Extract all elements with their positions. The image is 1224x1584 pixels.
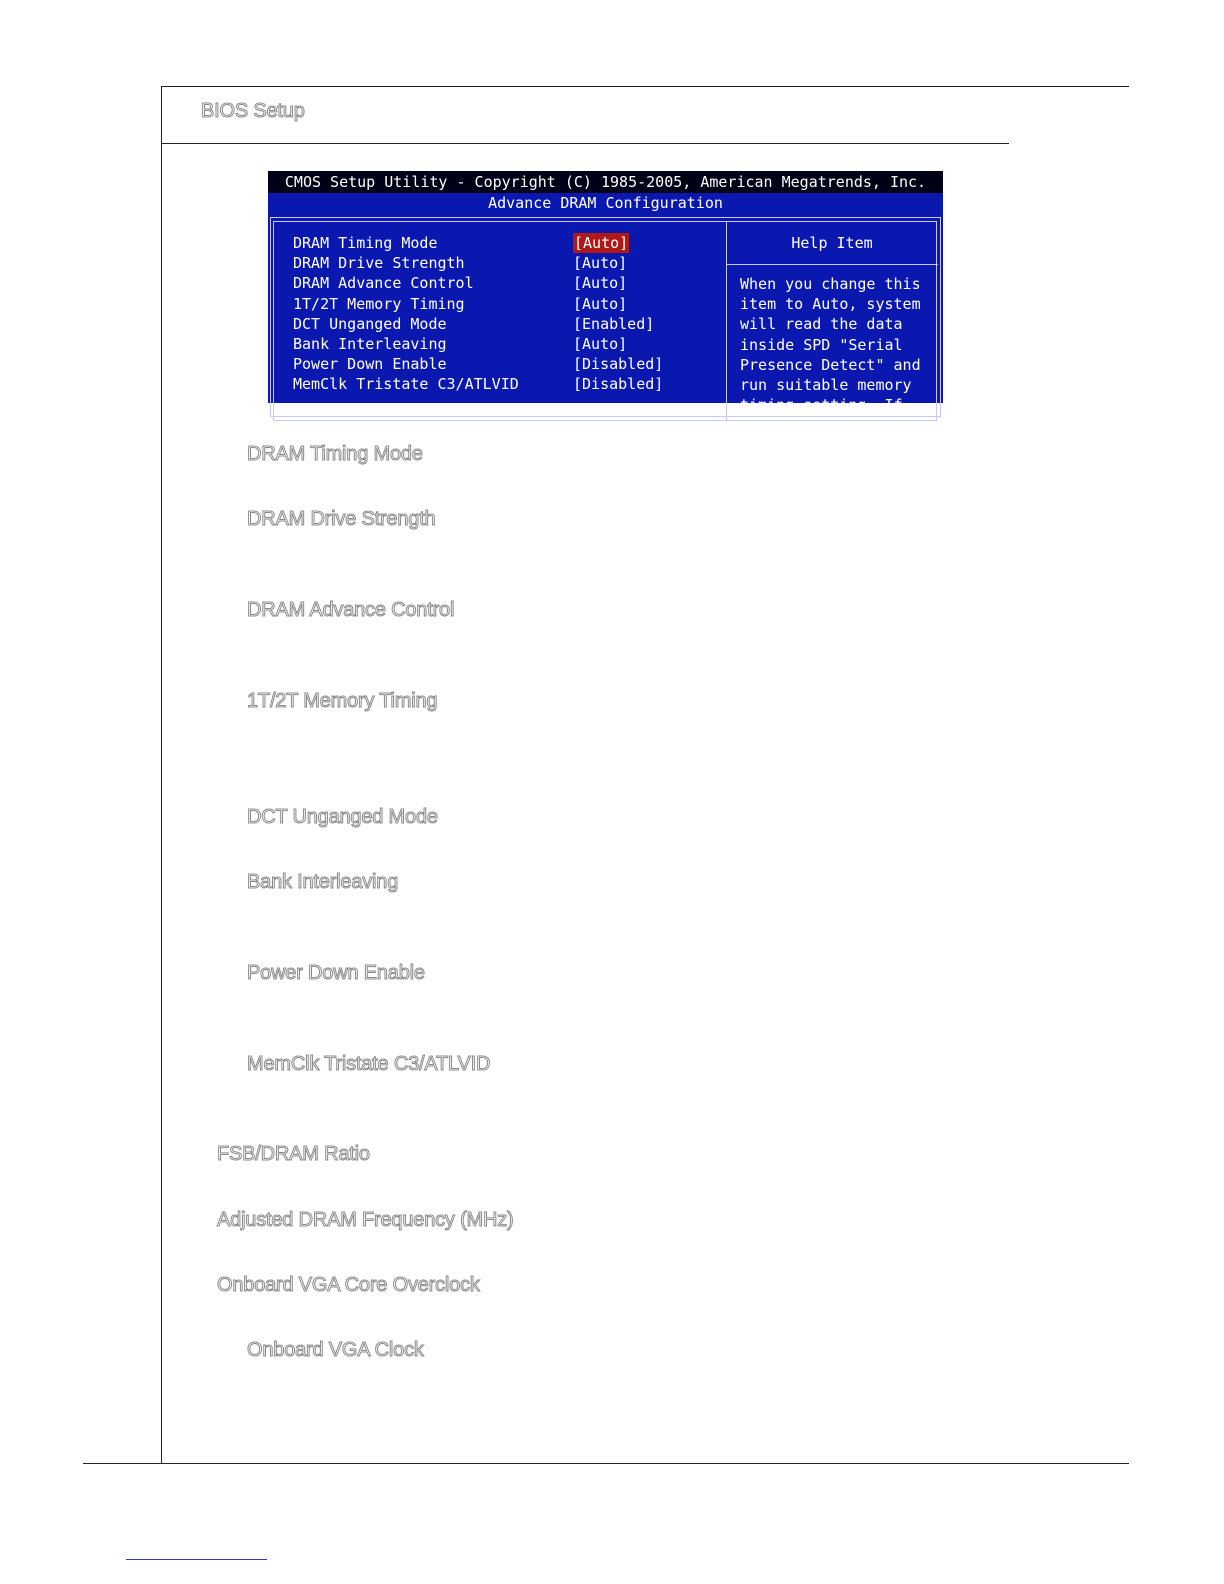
bios-help-line: When you change this	[740, 275, 921, 293]
bios-setting-label: DRAM Drive Strength	[293, 254, 465, 273]
page-frame-top-rule	[161, 86, 1129, 87]
bios-setting-value[interactable]: [Disabled]	[573, 355, 664, 374]
bios-setting-label: Bank Interleaving	[293, 334, 447, 353]
footer-link-underline	[126, 1559, 267, 1560]
heading-dram-timing-mode: DRAM Timing Mode	[247, 443, 423, 465]
header-rule	[161, 143, 1009, 144]
bios-setting-value[interactable]: [Disabled]	[573, 375, 664, 394]
heading-dram-advance-control: DRAM Advance Control	[247, 599, 455, 621]
bios-title-bar: CMOS Setup Utility - Copyright (C) 1985-2005, American Megatrends, Inc.	[268, 171, 943, 193]
bios-setting-value[interactable]: [Auto]	[573, 254, 628, 273]
heading-adjusted-dram-frequency: Adjusted DRAM Frequency (MHz)	[217, 1209, 514, 1231]
bios-setting-label: MemClk Tristate C3/ATLVID	[293, 375, 519, 394]
bios-help-line: timing setting. If	[740, 396, 903, 415]
heading-power-down-enable: Power Down Enable	[247, 962, 425, 984]
bios-setting-row-power-down-enable[interactable]	[293, 354, 713, 374]
bios-setting-value[interactable]: [Auto]	[573, 294, 628, 313]
bios-subtitle: Advance DRAM Configuration	[488, 194, 723, 212]
bios-setting-row-bank-interleaving[interactable]	[293, 334, 713, 354]
bios-setting-row-dram-advance-control[interactable]	[293, 273, 713, 293]
bios-setting-label: DRAM Timing Mode	[293, 234, 438, 252]
heading-onboard-vga-clock: Onboard VGA Clock	[247, 1339, 424, 1361]
bios-setting-row-dram-timing-mode[interactable]	[293, 233, 713, 253]
bios-help-line: run suitable memory	[740, 375, 912, 394]
bios-help-line: item to Auto, system	[740, 295, 921, 314]
heading-fsb-dram-ratio: FSB/DRAM Ratio	[217, 1143, 370, 1165]
bios-help-title: Help Item	[791, 234, 873, 252]
bios-help-text	[740, 274, 935, 415]
heading-onboard-vga-core-overclock: Onboard VGA Core Overclock	[217, 1274, 480, 1296]
bios-setting-value[interactable]: [Auto]	[573, 334, 628, 353]
bios-setting-row-memclk-tristate[interactable]	[293, 374, 713, 394]
bios-setting-label: 1T/2T Memory Timing	[293, 294, 465, 313]
bios-help-line: will read the data	[740, 315, 903, 334]
bios-setting-label: DCT Unganged Mode	[293, 314, 447, 333]
bios-settings-list	[293, 233, 713, 395]
bios-setting-label: Power Down Enable	[293, 355, 447, 374]
bios-setting-label: DRAM Advance Control	[293, 274, 474, 293]
heading-dram-drive-strength: DRAM Drive Strength	[247, 508, 436, 530]
footer-rule	[83, 1463, 1129, 1464]
bios-setting-row-1t2t-memory-timing[interactable]	[293, 294, 713, 314]
bios-setting-value-selected[interactable]: [Auto]	[574, 234, 629, 252]
bios-setting-row-dct-unganged-mode[interactable]	[293, 314, 713, 334]
heading-memclk-tristate: MemClk Tristate C3/ATLVID	[247, 1053, 491, 1075]
bios-help-line: inside SPD "Serial	[740, 335, 903, 354]
bios-setting-value[interactable]: [Auto]	[573, 274, 628, 293]
section-title: BIOS Setup	[201, 100, 305, 122]
heading-dct-unganged-mode: DCT Unganged Mode	[247, 806, 438, 828]
page-frame-left-rule	[161, 86, 162, 1464]
bios-help-line: Presence Detect" and	[740, 355, 921, 374]
heading-1t2t-memory-timing: 1T/2T Memory Timing	[247, 690, 438, 712]
bios-screenshot	[268, 171, 943, 415]
heading-bank-interleaving: Bank Interleaving	[247, 871, 399, 893]
bios-setting-row-dram-drive-strength[interactable]	[293, 253, 713, 273]
bios-help-title-rule	[726, 264, 938, 265]
bios-setting-value[interactable]: [Enabled]	[573, 314, 655, 333]
